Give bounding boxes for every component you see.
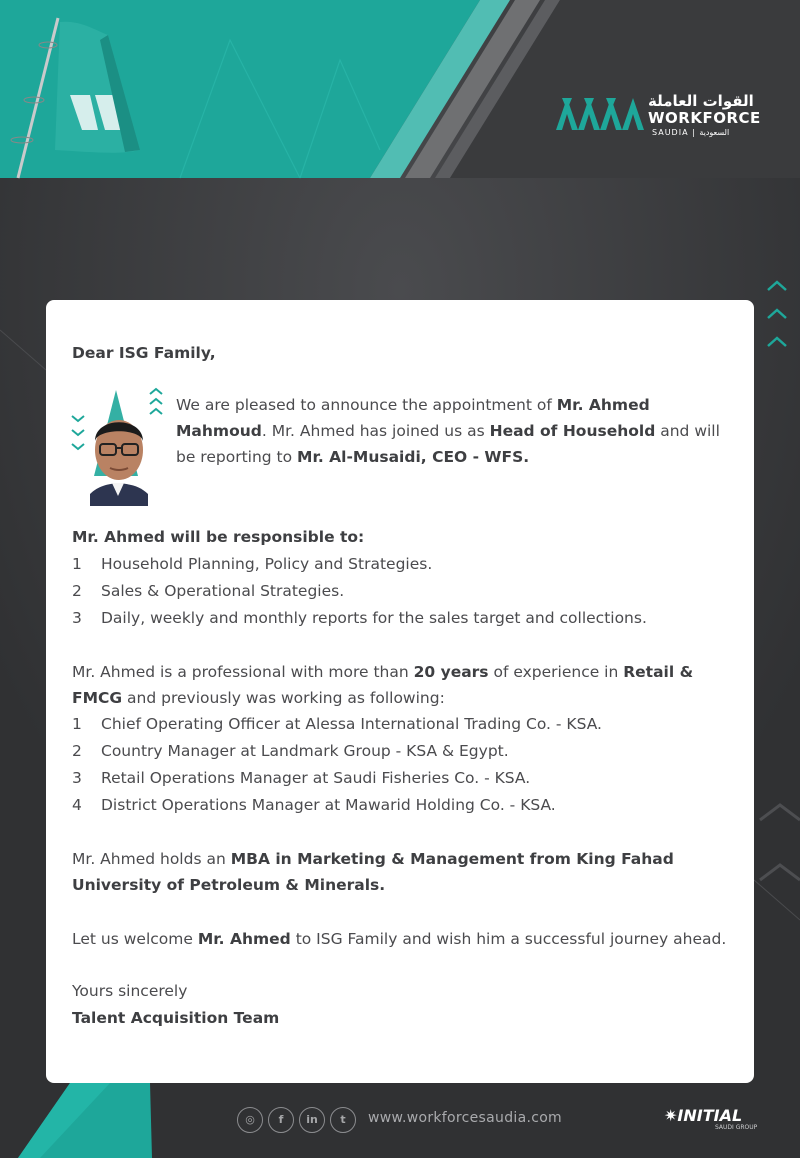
welcome-paragraph: Let us welcome Mr. Ahmed to ISG Family and wish him a successful journey ahead.	[72, 930, 727, 948]
experience-list	[72, 711, 602, 819]
experience-number: 2	[72, 742, 82, 760]
responsibility-text: Household Planning, Policy and Strategies.	[101, 555, 433, 573]
brand-arabic-name: القوات العاملة	[648, 92, 754, 110]
appointee-name: Mr. Ahmed Mahmoud	[176, 396, 650, 440]
responsibility-number: 1	[72, 555, 82, 573]
greeting: Dear ISG Family,	[72, 344, 216, 362]
intro-paragraph: We are pleased to announce the appointment of Mr. Ahmed Mahmoud. Mr. Ahmed has joined us as Head of Household and will be reporting to Mr. Al-Musaidi, CEO - WFS.	[176, 396, 720, 466]
closing: Yours sincerely	[72, 982, 188, 1000]
signature: Talent Acquisition Team	[72, 1009, 280, 1027]
responsibilities-heading: Mr. Ahmed will be responsible to:	[72, 528, 365, 546]
responsibility-text: Daily, weekly and monthly reports for the sales target and collections.	[101, 609, 647, 627]
workforce-logo	[556, 92, 761, 140]
experience-number: 1	[72, 715, 82, 733]
partner-logo: ✷INITIAL	[664, 1106, 743, 1125]
responsibility-number: 3	[72, 609, 82, 627]
linkedin-icon[interactable]: in	[299, 1107, 325, 1133]
logo-mark-icon	[556, 96, 644, 130]
brand-name: WORKFORCE	[648, 109, 761, 127]
experience-paragraph: Mr. Ahmed is a professional with more than 20 years of experience in Retail & FMCG and previously was working as following:	[72, 663, 694, 707]
experience-item	[72, 765, 602, 792]
education-paragraph: Mr. Ahmed holds an MBA in Marketing & Management from King Fahad University of Petroleum & Minerals.	[72, 850, 674, 894]
experience-text: Chief Operating Officer at Alessa International Trading Co. - KSA.	[101, 715, 602, 733]
brand-sub: SAUDIA | السعودية	[652, 128, 730, 137]
experience-item	[72, 792, 602, 819]
responsibilities-list	[72, 551, 647, 632]
experience-text: Country Manager at Landmark Group - KSA & Egypt.	[101, 742, 509, 760]
responsibility-item	[72, 605, 647, 632]
website-link[interactable]: www.workforcesaudia.com	[368, 1110, 562, 1126]
reports-to: Mr. Al-Musaidi, CEO - WFS.	[297, 448, 530, 466]
portrait-photo	[68, 386, 168, 506]
experience-item	[72, 711, 602, 738]
responsibility-item	[72, 578, 647, 605]
twitter-icon[interactable]: t	[330, 1107, 356, 1133]
responsibility-number: 2	[72, 582, 82, 600]
responsibility-text: Sales & Operational Strategies.	[101, 582, 345, 600]
partner-sub: SAUDI GROUP	[715, 1124, 758, 1131]
experience-text: District Operations Manager at Mawarid Holding Co. - KSA.	[101, 796, 556, 814]
experience-number: 3	[72, 769, 82, 787]
experience-text: Retail Operations Manager at Saudi Fisheries Co. - KSA.	[101, 769, 531, 787]
instagram-icon[interactable]: ◎	[237, 1107, 263, 1133]
experience-number: 4	[72, 796, 82, 814]
facebook-icon[interactable]: f	[268, 1107, 294, 1133]
position-title: Head of Household	[489, 422, 656, 440]
experience-item	[72, 738, 602, 765]
announcement-card	[46, 300, 754, 1083]
responsibility-item	[72, 551, 647, 578]
